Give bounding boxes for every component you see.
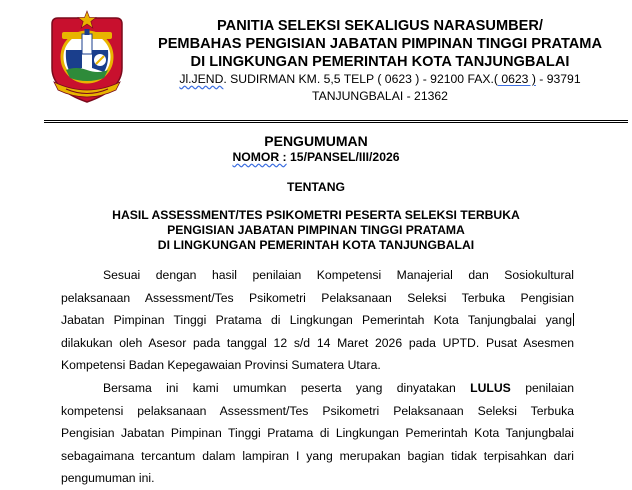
paragraph-1-line: Kompetensi Badan Kepegawaian Provinsi Sumatera Utara.: [61, 358, 381, 373]
lulus-emphasis: LULUS: [470, 380, 511, 395]
announcement-tentang: TENTANG: [287, 180, 345, 194]
paragraph-2-line: pengumuman ini.: [61, 471, 155, 486]
announcement-subject: [0, 208, 632, 253]
subject-line: PENGISIAN JABATAN PIMPINAN TINGGI PRATAMA: [167, 223, 465, 237]
letterhead: [132, 17, 628, 104]
letterhead-city: TANJUNGBALAI - 21362: [312, 89, 448, 103]
paragraph-1-line: [61, 309, 574, 332]
subject-line: DI LINGKUNGAN PEMERINTAH KOTA TANJUNGBALAI: [157, 238, 475, 252]
text-cursor: [573, 313, 574, 326]
address-fax-code: 0623 ): [497, 72, 536, 86]
paragraph-2-line: sebagaimana tercantum dalam lampiran I yang merupakan bagian tidak terpisahkan dari: [61, 448, 574, 463]
paragraph-2-line: kompetensi pelaksanaan Assessment/Tes Psikometri Pelaksanaan Seleksi Terbuka: [61, 403, 574, 418]
paragraph-2-line: [61, 377, 574, 400]
p2-intro: Bersama ini kami umumkan peserta yang dinyatakan: [103, 380, 456, 395]
city-crest-logo: [44, 10, 130, 106]
letterhead-divider: [44, 120, 628, 123]
address-street-abbrev: Jl.JEND: [179, 72, 224, 86]
letterhead-line-2: PEMBAHAS PENGISIAN JABATAN PIMPINAN TINGGI PRATAMA: [157, 36, 603, 52]
subject-line: HASIL ASSESSMENT/TES PSIKOMETRI PESERTA SELEKSI TERBUKA: [112, 208, 520, 222]
nomor-value: 15/PANSEL/III/2026: [290, 150, 400, 164]
announcement-number: [0, 150, 632, 165]
letterhead-line-3: DI LINGKUNGAN PEMERINTAH KOTA TANJUNGBALAI: [190, 54, 570, 70]
address-fax-number: - 93791: [535, 72, 581, 86]
paragraph-1-line: Sesuai dengan hasil penilaian Kompetensi Manajerial dan Sosiokultural: [103, 268, 574, 282]
nomor-label: NOMOR :: [232, 150, 287, 164]
paragraph-1-line: pelaksanaan Assessment/Tes Psikometri Pelaksanaan Seleksi Terbuka Pengisian: [61, 290, 574, 305]
p2-intro-end: penilaian: [525, 380, 574, 395]
address-main: . SUDIRMAN KM. 5,5 TELP ( 0623 ) - 92100 FAX.(: [223, 72, 498, 86]
paragraph-1-line-text: Jabatan Pimpinan Tinggi Pratama di Lingkungan Pemerintah Kota Tanjungbalai yang: [61, 313, 572, 328]
letterhead-line-1: PANITIA SELEKSI SEKALIGUS NARASUMBER/: [217, 18, 543, 34]
paragraph-1-line: dilakukan oleh Asesor pada tanggal 12 s/d 14 Maret 2026 pada UPTD. Pusat Asesmen: [61, 335, 574, 350]
letterhead-address: [132, 71, 628, 88]
paragraph-2-line: Pengisian Jabatan Pimpinan Tinggi Pratama di Lingkungan Pemerintah Kota Tanjungbalai: [61, 426, 574, 441]
document-body: [61, 264, 574, 490]
announcement-title: PENGUMUMAN: [264, 133, 368, 149]
